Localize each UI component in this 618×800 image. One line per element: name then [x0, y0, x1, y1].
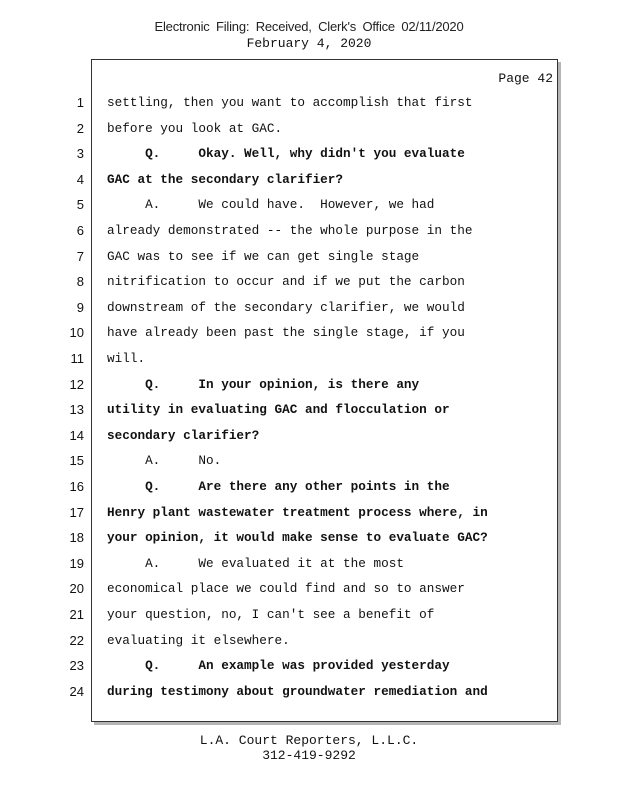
- testimony-line: A. We evaluated it at the most: [107, 556, 404, 571]
- question-line: Q. Are there any other points in the: [107, 479, 450, 494]
- page-number: Page 42: [498, 71, 553, 86]
- line-number: 3: [76, 146, 84, 161]
- line-number: 4: [76, 172, 84, 187]
- line-number: 23: [69, 658, 84, 673]
- testimony-line: already demonstrated -- the whole purpose in the: [107, 223, 473, 238]
- question-line: GAC at the secondary clarifier?: [107, 172, 344, 187]
- testimony-line: nitrification to occur and if we put the carbon: [107, 274, 465, 289]
- line-number: 6: [76, 223, 84, 238]
- testimony-line: A. No.: [107, 453, 222, 468]
- question-line: your opinion, it would make sense to evaluate GAC?: [107, 530, 488, 545]
- line-number: 18: [69, 530, 84, 545]
- line-number: 12: [69, 377, 84, 392]
- question-line: Q. An example was provided yesterday: [107, 658, 450, 673]
- testimony-line: have already been past the single stage, if you: [107, 325, 465, 340]
- line-number: 8: [76, 274, 84, 289]
- testimony-line: economical place we could find and so to answer: [107, 581, 465, 596]
- question-line: Q. In your opinion, is there any: [107, 377, 420, 392]
- testimony-line: your question, no, I can't see a benefit of: [107, 607, 435, 622]
- line-number: 20: [69, 581, 84, 596]
- testimony-line: settling, then you want to accomplish that first: [107, 95, 473, 110]
- filing-stamp: Electronic Filing: Received, Clerk's Office 02/11/2020: [154, 19, 464, 34]
- line-number: 16: [69, 479, 84, 494]
- line-number: 13: [69, 402, 84, 417]
- footer-phone: 312-419-9292: [262, 748, 356, 763]
- question-line: Henry plant wastewater treatment process where, in: [107, 505, 488, 520]
- line-number: 2: [76, 121, 84, 136]
- question-line: during testimony about groundwater remediation and: [107, 684, 488, 699]
- testimony-line: will.: [107, 351, 146, 366]
- line-number: 5: [76, 197, 84, 212]
- testimony-line: GAC was to see if we can get single stage: [107, 249, 420, 264]
- line-number: 15: [69, 453, 84, 468]
- line-number: 21: [69, 607, 84, 622]
- line-number: 7: [76, 249, 84, 264]
- line-number: 9: [76, 300, 84, 315]
- footer-company: L.A. Court Reporters, L.L.C.: [199, 733, 419, 748]
- line-number: 22: [69, 633, 84, 648]
- testimony-line: before you look at GAC.: [107, 121, 283, 136]
- line-number: 1: [76, 95, 84, 110]
- question-line: secondary clarifier?: [107, 428, 260, 443]
- testimony-line: A. We could have. However, we had: [107, 197, 435, 212]
- testimony-line: evaluating it elsewhere.: [107, 633, 290, 648]
- line-number: 17: [69, 505, 84, 520]
- line-number: 24: [69, 684, 84, 699]
- line-number: 14: [69, 428, 84, 443]
- line-number: 11: [70, 351, 84, 366]
- line-number: 19: [69, 556, 84, 571]
- question-line: utility in evaluating GAC and flocculation or: [107, 402, 450, 417]
- testimony-line: downstream of the secondary clarifier, we would: [107, 300, 465, 315]
- transcript-date: February 4, 2020: [246, 36, 372, 51]
- question-line: Q. Okay. Well, why didn't you evaluate: [107, 146, 465, 161]
- line-number: 10: [69, 325, 84, 340]
